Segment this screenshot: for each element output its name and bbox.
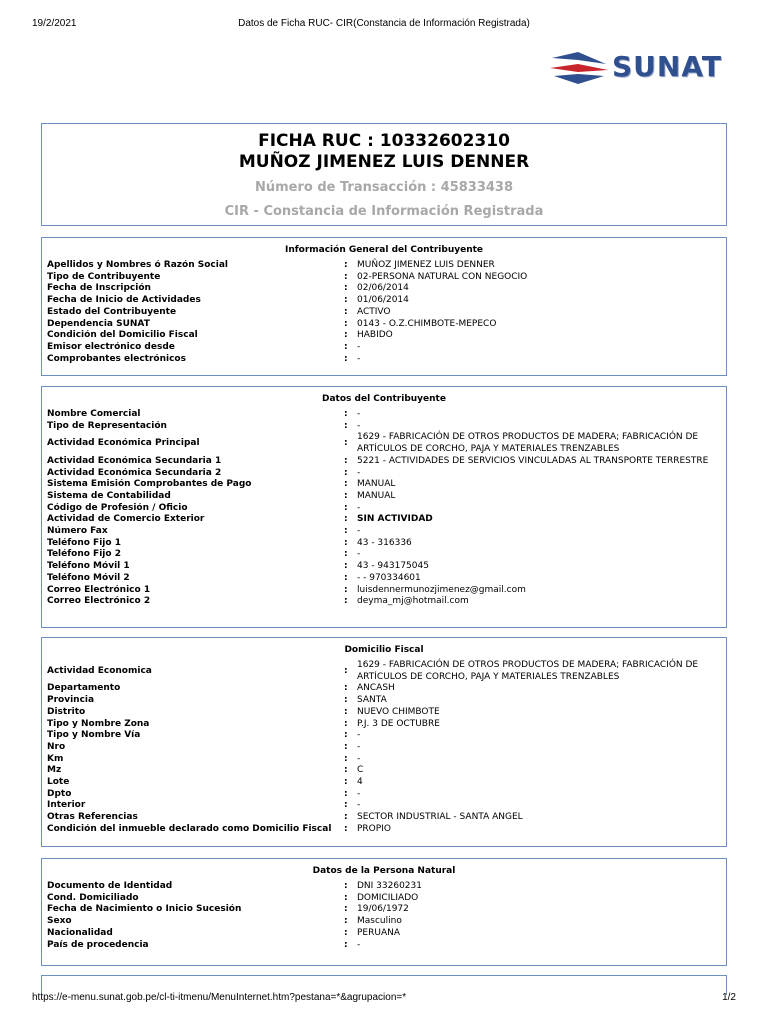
logo-text: SUNAT [612, 50, 722, 83]
field-row [47, 585, 726, 597]
field-value: - [357, 353, 361, 364]
field-label: Dependencia SUNAT [47, 318, 150, 329]
field-separator: : [344, 584, 348, 595]
field-value: 01/06/2014 [357, 295, 409, 306]
field-row [47, 904, 726, 916]
field-value: 02/06/2014 [357, 283, 409, 294]
field-separator: : [344, 695, 348, 706]
field-label: Nombre Comercial [47, 409, 141, 419]
field-separator: : [344, 306, 348, 317]
field-row [47, 260, 726, 272]
field-value: C [357, 765, 364, 776]
field-value: PROPIO [357, 823, 391, 834]
section-taxpayer-data [41, 386, 727, 628]
field-row [47, 719, 726, 731]
field-row [47, 307, 726, 319]
section-title: Domicilio Fiscal [344, 645, 424, 655]
field-value: NUEVO CHIMBOTE [357, 706, 440, 717]
field-separator: : [344, 318, 348, 329]
section-natural-person [41, 858, 727, 966]
field-separator: : [344, 561, 348, 572]
field-row [47, 491, 726, 503]
field-value: MANUAL [357, 479, 396, 490]
field-value: PERUANA [357, 927, 401, 938]
field-label: Tipo de Contribuyente [47, 271, 161, 282]
field-row [47, 777, 726, 789]
field-row [47, 456, 726, 468]
field-row [47, 660, 726, 683]
ficha-title-box [41, 123, 727, 226]
field-row [47, 928, 726, 940]
field-separator: : [344, 800, 348, 811]
field-label: Interior [47, 800, 86, 811]
field-label: Actividad Económica Secundaria 1 [47, 455, 222, 466]
field-value: MUÑOZ JIMENEZ LUIS DENNER [357, 260, 495, 270]
field-separator: : [344, 420, 348, 431]
field-row [47, 561, 726, 573]
field-row [47, 295, 726, 307]
field-value: 5221 - ACTIVIDADES DE SERVICIOS VINCULADAS AL TRANSPORTE TERRESTRE [357, 455, 709, 466]
field-separator: : [344, 927, 348, 938]
field-value: deyma_mj@hotmail.com [357, 596, 469, 607]
field-label: Teléfono Móvil 2 [47, 572, 130, 583]
field-value: - [357, 788, 361, 799]
field-row [47, 683, 726, 695]
field-row [47, 940, 726, 952]
field-value: HABIDO [357, 330, 393, 341]
field-label: Actividad Económica Principal [47, 438, 200, 449]
section-general-info [41, 237, 727, 376]
field-separator: : [344, 596, 348, 607]
field-separator: : [344, 409, 348, 419]
field-value: - [357, 800, 361, 811]
field-value: - - 970334601 [357, 572, 421, 583]
field-separator: : [344, 892, 348, 903]
field-separator: : [344, 881, 348, 891]
field-value: - [357, 526, 361, 537]
section-title: Datos de la Persona Natural [312, 866, 456, 876]
field-row [47, 695, 726, 707]
field-label: Fecha de Inscripción [47, 283, 151, 294]
section-rows [42, 881, 726, 951]
field-label: Lote [47, 777, 70, 788]
field-separator: : [344, 741, 348, 752]
field-row [47, 514, 726, 526]
field-value: ACTIVO [357, 306, 391, 317]
section-rows [42, 660, 726, 836]
field-label: Estado del Contribuyente [47, 306, 177, 317]
field-value: 43 - 316336 [357, 537, 412, 548]
field-separator: : [344, 683, 348, 694]
field-label: Otras Referencias [47, 812, 138, 823]
field-separator: : [344, 514, 348, 525]
field-label: Nacionalidad [47, 927, 113, 938]
field-label: Sexo [47, 916, 72, 927]
field-separator: : [344, 502, 348, 513]
print-footer [0, 992, 768, 1006]
field-row [47, 354, 726, 366]
taxpayer-name: MUÑOZ JIMENEZ LUIS DENNER [238, 152, 530, 172]
field-label: Tipo de Representación [47, 420, 167, 431]
field-row [47, 549, 726, 561]
sunat-logo-icon [548, 50, 610, 86]
field-row [47, 272, 726, 284]
field-value: 0143 - O.Z.CHIMBOTE-MEPECO [357, 318, 497, 329]
field-row [47, 765, 726, 777]
field-separator: : [344, 904, 348, 915]
field-value: luisdennermunozjimenez@gmail.com [357, 584, 526, 595]
field-row [47, 881, 726, 893]
field-separator: : [344, 467, 348, 478]
section-fiscal-address [41, 637, 727, 847]
field-value: - [357, 341, 361, 352]
field-label: Sistema de Contabilidad [47, 490, 171, 501]
cir-subtitle: CIR - Constancia de Información Registrada [224, 204, 544, 219]
field-separator: : [344, 765, 348, 776]
field-value: 1629 - FABRICACIÓN DE OTROS PRODUCTOS DE MADERA; FABRICACIÓN DE ARTÍCULOS DE CORCHO, PAJA Y MATERIALES TRENZABLES [357, 660, 699, 682]
field-label: Correo Electrónico 1 [47, 584, 151, 595]
field-label: Departamento [47, 683, 121, 694]
field-row [47, 538, 726, 550]
field-row [47, 283, 726, 295]
field-separator: : [344, 753, 348, 764]
section-rows [42, 409, 726, 608]
field-row [47, 707, 726, 719]
field-label: Mz [47, 765, 62, 776]
field-row [47, 503, 726, 515]
field-row [47, 573, 726, 585]
field-separator: : [344, 812, 348, 823]
ficha-ruc: FICHA RUC : 10332602310 [258, 131, 510, 151]
field-label: Condición del Domicilio Fiscal [47, 330, 198, 341]
field-value: - [357, 549, 361, 560]
field-separator: : [344, 330, 348, 341]
field-row [47, 468, 726, 480]
field-label: Teléfono Fijo 2 [47, 549, 121, 560]
field-row [47, 409, 726, 421]
field-label: Sistema Emisión Comprobantes de Pago [47, 479, 252, 490]
field-label: Teléfono Móvil 1 [47, 561, 130, 572]
field-value: - [357, 467, 361, 478]
field-separator: : [344, 549, 348, 560]
field-separator: : [344, 718, 348, 729]
field-separator: : [344, 283, 348, 294]
field-separator: : [344, 916, 348, 927]
field-label: Nro [47, 741, 66, 752]
field-row [47, 754, 726, 766]
field-label: Actividad Economica [47, 665, 152, 676]
field-value: - [357, 741, 361, 752]
field-label: Correo Electrónico 2 [47, 596, 151, 607]
sunat-logo [548, 48, 728, 88]
field-value: 02-PERSONA NATURAL CON NEGOCIO [357, 271, 528, 282]
field-label: Actividad Económica Secundaria 2 [47, 467, 222, 478]
field-separator: : [344, 730, 348, 741]
print-date: 19/2/2021 [32, 18, 77, 29]
field-separator: : [344, 823, 348, 834]
field-value: SECTOR INDUSTRIAL - SANTA ANGEL [357, 812, 523, 823]
field-separator: : [344, 438, 348, 449]
field-row [47, 432, 726, 455]
field-value: 4 [357, 777, 363, 788]
field-separator: : [344, 777, 348, 788]
print-header [0, 18, 768, 32]
field-value: SANTA [357, 695, 387, 706]
field-value: - [357, 409, 361, 419]
field-label: Condición del inmueble declarado como Domicilio Fiscal [47, 823, 332, 834]
field-label: Provincia [47, 695, 95, 706]
field-row [47, 742, 726, 754]
field-label: Emisor electrónico desde [47, 341, 175, 352]
field-value: - [357, 939, 361, 950]
field-value: DOMICILIADO [357, 892, 419, 903]
section-rows [42, 260, 726, 365]
field-separator: : [344, 939, 348, 950]
section-title: Datos del Contribuyente [322, 394, 446, 404]
field-row [47, 596, 726, 608]
field-label: Km [47, 753, 64, 764]
field-row [47, 342, 726, 354]
field-row [47, 893, 726, 905]
field-separator: : [344, 572, 348, 583]
field-label: Número Fax [47, 526, 108, 537]
section-title: Información General del Contribuyente [284, 245, 484, 255]
field-label: País de procedencia [47, 939, 149, 950]
field-separator: : [344, 537, 348, 548]
field-separator: : [344, 479, 348, 490]
field-value: SIN ACTIVIDAD [357, 514, 433, 525]
field-separator: : [344, 490, 348, 501]
field-row [47, 800, 726, 812]
field-value: - [357, 730, 361, 741]
field-row [47, 789, 726, 801]
field-row [47, 526, 726, 538]
field-value: - [357, 753, 361, 764]
field-value: - [357, 420, 361, 431]
field-label: Distrito [47, 706, 86, 717]
field-value: 19/06/1972 [357, 904, 409, 915]
field-value: 43 - 943175045 [357, 561, 429, 572]
field-value: ANCASH [357, 683, 395, 694]
field-value: DNI 33260231 [357, 881, 422, 891]
field-label: Documento de Identidad [47, 881, 173, 891]
field-row [47, 730, 726, 742]
field-row [47, 330, 726, 342]
transaction-number: Número de Transacción : 45833438 [254, 180, 514, 195]
field-label: Código de Profesión / Oficio [47, 502, 188, 513]
field-separator: : [344, 353, 348, 364]
field-label: Teléfono Fijo 1 [47, 537, 121, 548]
field-label: Comprobantes electrónicos [47, 353, 186, 364]
field-separator: : [344, 526, 348, 537]
field-separator: : [344, 665, 348, 676]
field-row [47, 421, 726, 433]
field-label: Tipo y Nombre Vía [47, 730, 141, 741]
field-value: MANUAL [357, 490, 396, 501]
field-separator: : [344, 260, 348, 270]
field-separator: : [344, 455, 348, 466]
page-number: 1/2 [722, 992, 736, 1003]
field-separator: : [344, 788, 348, 799]
field-row [47, 916, 726, 928]
field-value: - [357, 502, 361, 513]
print-title: Datos de Ficha RUC- CIR(Constancia de Información Registrada) [238, 18, 530, 29]
field-value: P.J. 3 DE OCTUBRE [357, 718, 440, 729]
print-url: https://e-menu.sunat.gob.pe/cl-ti-itmenu/MenuInternet.htm?pestana=*&agrupacion=* [32, 992, 407, 1003]
field-label: Apellidos y Nombres ó Razón Social [47, 260, 228, 270]
field-label: Actividad de Comercio Exterior [47, 514, 205, 525]
field-row [47, 824, 726, 836]
field-separator: : [344, 271, 348, 282]
field-value: Masculino [357, 916, 402, 927]
field-label: Cond. Domiciliado [47, 892, 139, 903]
field-row [47, 319, 726, 331]
field-separator: : [344, 706, 348, 717]
field-label: Fecha de Inicio de Actividades [47, 295, 201, 306]
field-row [47, 812, 726, 824]
field-row [47, 479, 726, 491]
field-label: Tipo y Nombre Zona [47, 718, 150, 729]
field-value: 1629 - FABRICACIÓN DE OTROS PRODUCTOS DE MADERA; FABRICACIÓN DE ARTÍCULOS DE CORCHO, PAJA Y MATERIALES TRENZABLES [357, 432, 699, 455]
field-separator: : [344, 341, 348, 352]
field-separator: : [344, 295, 348, 306]
field-label: Fecha de Nacimiento o Inicio Sucesión [47, 904, 242, 915]
field-label: Dpto [47, 788, 72, 799]
